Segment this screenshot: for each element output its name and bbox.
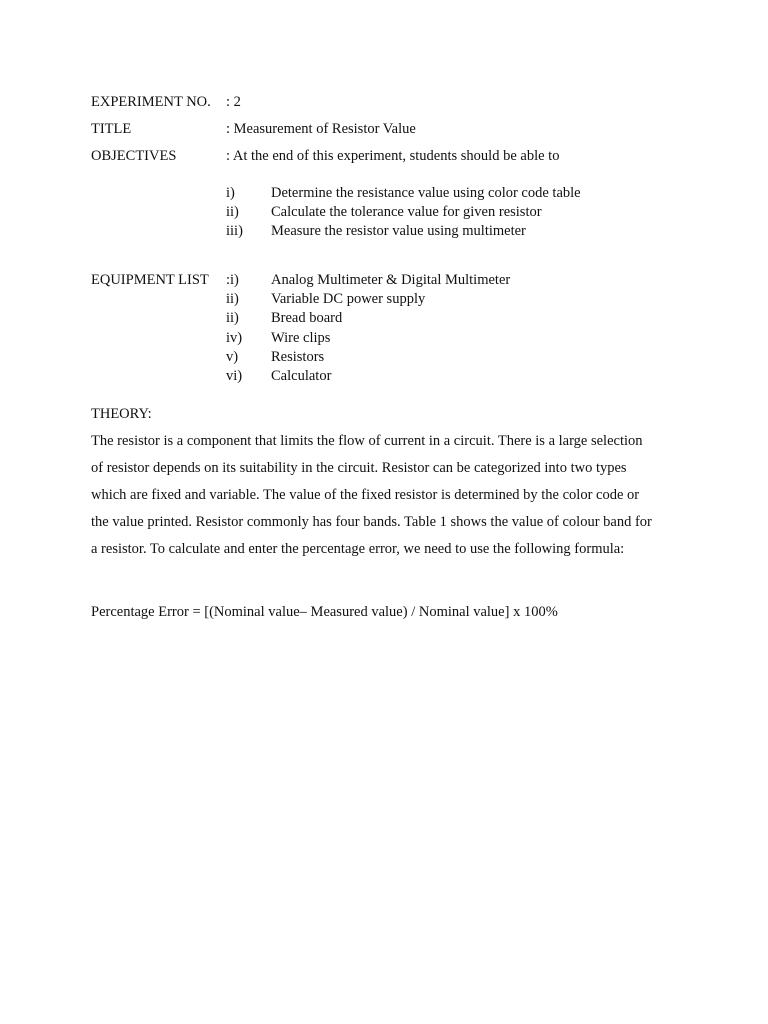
objective-number: ii): [226, 204, 239, 220]
equipment-number: v): [226, 349, 239, 365]
title-label: TITLE: [91, 121, 132, 137]
equipment-item: Bread board: [271, 310, 343, 326]
equipment-number: ii): [226, 291, 239, 307]
theory-line: The resistor is a component that limits the flow of current in a circuit. There is a large selection: [91, 433, 643, 449]
theory-line: the value printed. Resistor commonly has four bands. Table 1 shows the value of colour band for: [91, 514, 652, 530]
title-value: : Measurement of Resistor Value: [226, 121, 416, 137]
equipment-number: ii): [226, 310, 239, 326]
formula: Percentage Error = [(Nominal value– Measured value) / Nominal value] x 100%: [91, 604, 558, 620]
objective-number: i): [226, 185, 235, 201]
equipment-item: Variable DC power supply: [271, 291, 426, 307]
equipment-number: vi): [226, 368, 243, 384]
objectives-label: OBJECTIVES: [91, 148, 177, 164]
equipment-number: :i): [226, 272, 239, 288]
equipment-label: EQUIPMENT LIST: [91, 272, 209, 288]
equipment-number: iv): [226, 330, 243, 346]
equipment-item: Analog Multimeter & Digital Multimeter: [271, 272, 511, 288]
objective-text: Determine the resistance value using color code table: [271, 185, 581, 201]
equipment-item: Wire clips: [271, 330, 331, 346]
experiment-value: : 2: [226, 94, 241, 110]
theory-line: of resistor depends on its suitability in the circuit. Resistor can be categorized into two types: [91, 460, 627, 476]
experiment-label: EXPERIMENT NO.: [91, 94, 211, 110]
objective-text: Measure the resistor value using multimeter: [271, 223, 526, 239]
theory-line: a resistor. To calculate and enter the percentage error, we need to use the following formula:: [91, 541, 625, 557]
theory-line: which are fixed and variable. The value of the fixed resistor is determined by the color code or: [91, 487, 640, 503]
equipment-item: Resistors: [271, 349, 325, 365]
theory-heading: THEORY:: [91, 406, 152, 422]
objective-number: iii): [226, 223, 243, 239]
equipment-item: Calculator: [271, 368, 332, 384]
objective-text: Calculate the tolerance value for given resistor: [271, 204, 542, 220]
objectives-value: : At the end of this experiment, students should be able to: [226, 148, 560, 164]
